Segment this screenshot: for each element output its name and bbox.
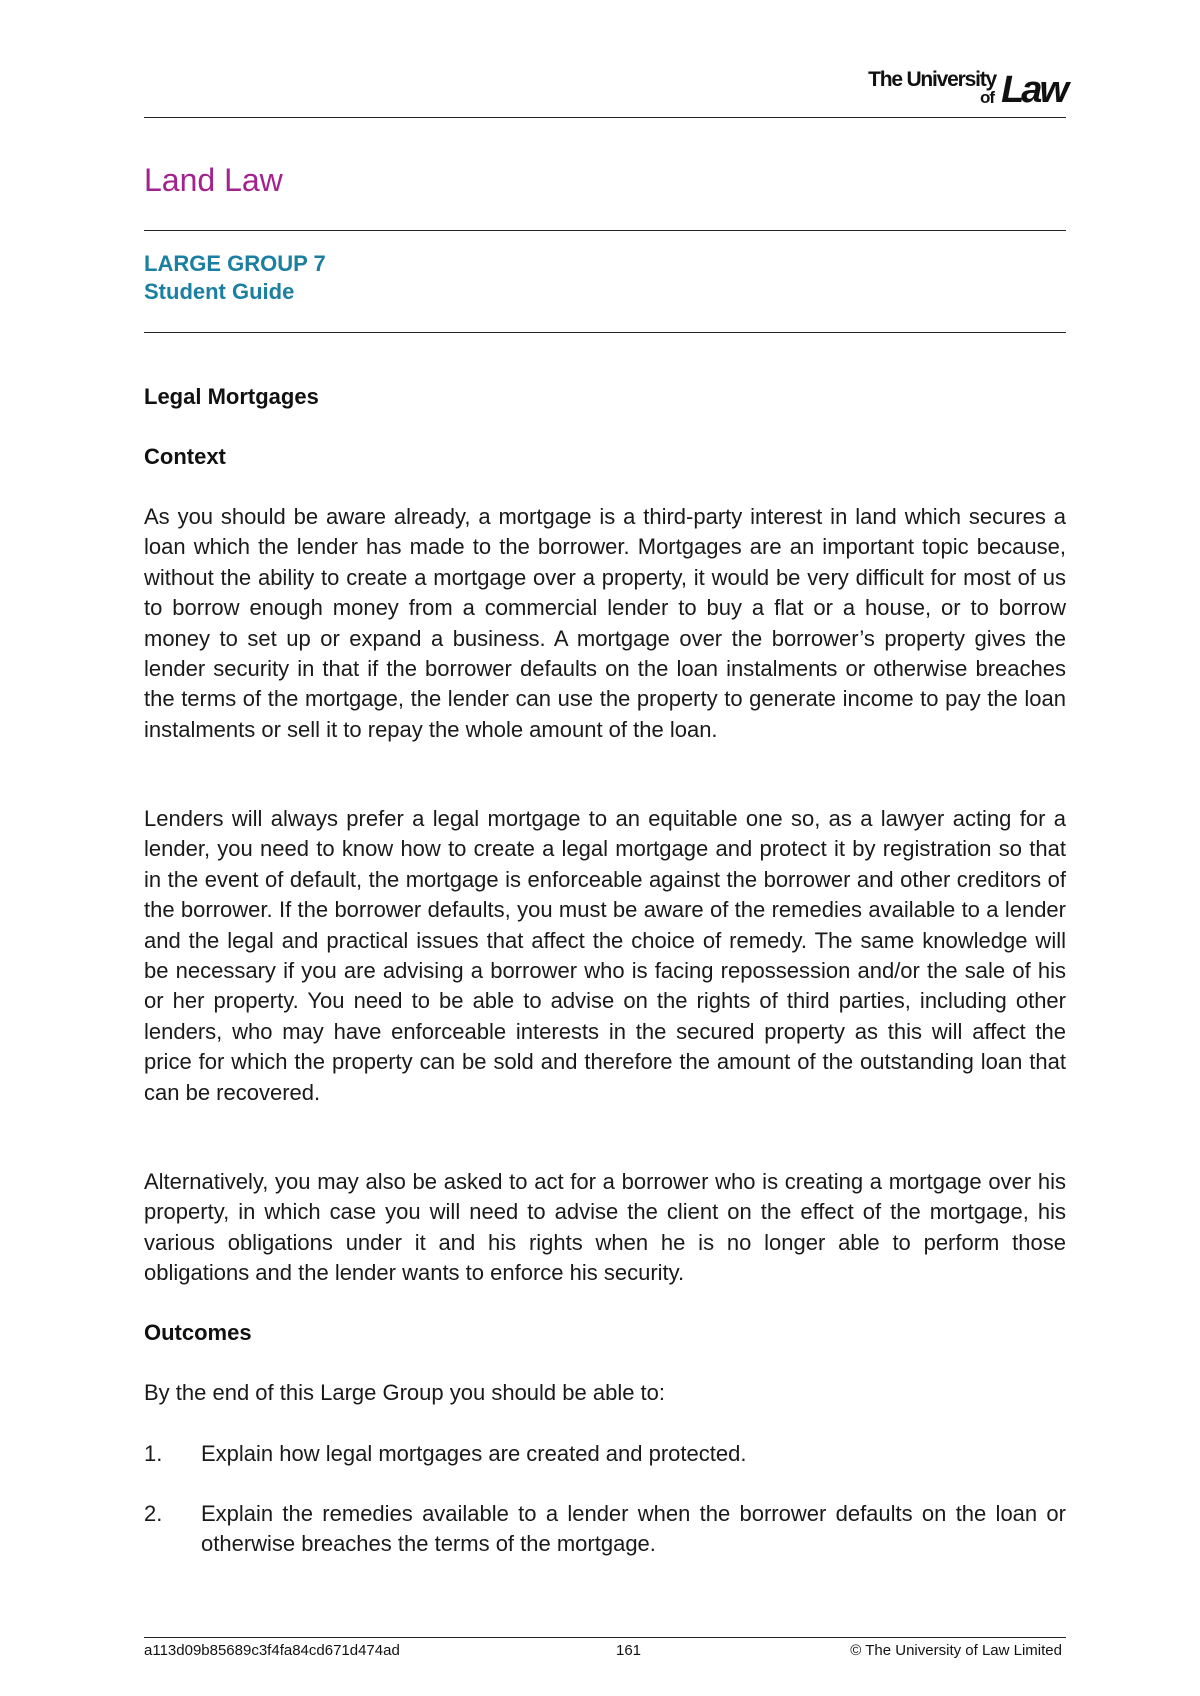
logo-text-of: of	[979, 88, 994, 107]
university-logo	[856, 64, 1066, 111]
topic-heading: Legal Mortgages	[144, 384, 319, 409]
logo-text-university: The University	[868, 68, 996, 91]
list-number: 2.	[144, 1501, 163, 1526]
context-heading: Context	[144, 444, 226, 469]
header-divider	[144, 117, 1066, 118]
page-title: Land Law	[144, 162, 283, 198]
outcomes-heading: Outcomes	[144, 1320, 252, 1345]
session-label: LARGE GROUP 7	[144, 251, 326, 276]
subtitle-divider	[144, 332, 1066, 333]
list-text: Explain the remedies available to a lender when the borrower defaults on the loan or otherwise breaches the terms of the mortgage.	[201, 1501, 1066, 1557]
list-text: Explain how legal mortgages are created and protected.	[201, 1441, 747, 1466]
guide-label: Student Guide	[144, 279, 295, 304]
context-paragraph: As you should be aware already, a mortgage is a third-party interest in land which secures a loan which the lender has made to the borrower. Mortgages are an important topic because, without the ability to create a mortgage over a property, it would be very difficult for most of us to borrow enough money from a commercial lender to buy a flat or a house, or to borrow money to set up or expand a business. A mortgage over the borrower’s property gives the lender security in that if the borrower defaults on the loan instalments or otherwise breaches the terms of the mortgage, the lender can use the property to generate income to pay the loan instalments or sell it to repay the whole amount of the loan.	[144, 504, 1066, 742]
document-id: a113d09b85689c3f4fa84cd671d474ad	[144, 1642, 400, 1659]
session-subtitle	[144, 250, 326, 306]
page-number: 161	[616, 1642, 642, 1659]
list-number: 1.	[144, 1441, 163, 1466]
copyright-notice: © The University of Law Limited	[850, 1642, 1062, 1659]
outcomes-intro: By the end of this Large Group you should be able to:	[144, 1380, 666, 1405]
footer-divider	[144, 1637, 1066, 1638]
context-paragraph: Alternatively, you may also be asked to act for a borrower who is creating a mortgage over his property, in which case you will need to advise the client on the effect of the mortgage, his various obligations under it and his rights when he is no longer able to perform those obligations and the lender wants to enforce his security.	[144, 1169, 1066, 1286]
logo-text-law: Law	[1001, 69, 1066, 111]
title-divider	[144, 230, 1066, 231]
context-paragraph: Lenders will always prefer a legal mortgage to an equitable one so, as a lawyer acting for a lender, you need to know how to create a legal mortgage and protect it by registration so that in the event of default, the mortgage is enforceable against the borrower and other creditors of the borrower. If the borrower defaults, you must be aware of the remedies available to a lender and the legal and practical issues that affect the choice of remedy. The same knowledge will be necessary if you are advising a borrower who is facing repossession and/or the sale of his or her property. You need to be able to advise on the rights of third parties, including other lenders, who may have enforceable interests in the secured property as this will affect the price for which the property can be sold and therefore the amount of the outstanding loan that can be recovered.	[144, 806, 1066, 1105]
